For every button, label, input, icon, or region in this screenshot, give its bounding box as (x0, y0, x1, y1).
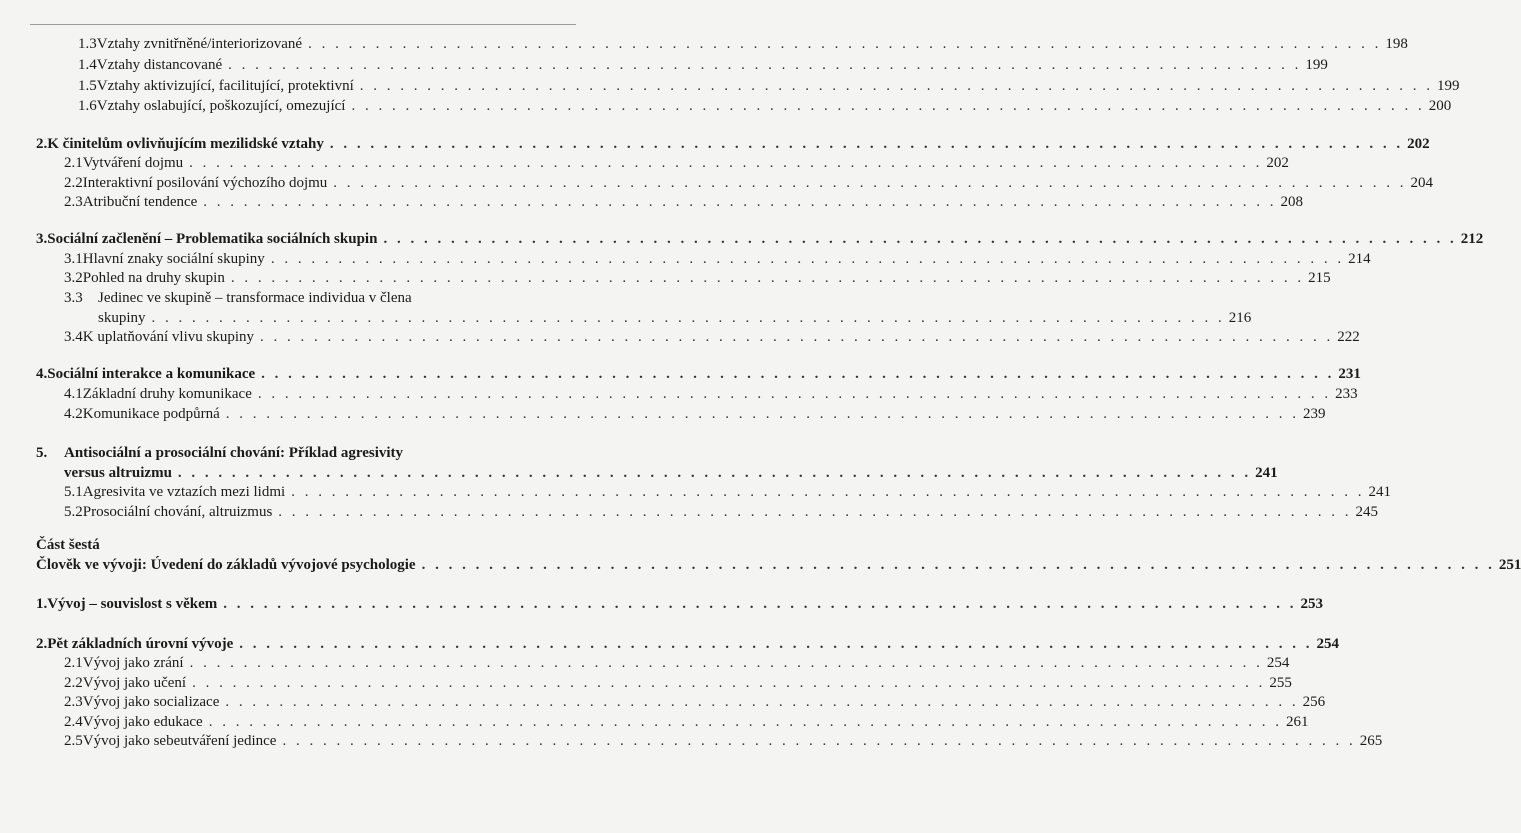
dot-leader: . . . . . . . . . . . . . . . . . . . . . . . . . . . . . . . . . . . . . . . . . . . . . . . . . . . . . . . . . . . . . . . . . . . . . . . . . . . . . . . . (359, 78, 1434, 94)
entry-page-number: 199 (1305, 57, 1328, 73)
entry-number: 1.3 (78, 36, 97, 52)
dot-leader: . . . . . . . . . . . . . . . . . . . . . . . . . . . . . . . . . . . . . . . . . . . . . . . . . . . . . . . . . . . . . . . . . . . . . . . . . . . . . . . . (333, 175, 1407, 191)
entry-number: 2.4 (64, 714, 83, 730)
entry-title: Vztahy oslabující, poškozující, omezující (96, 98, 346, 114)
entry-title: Atribuční tendence (82, 194, 198, 210)
entry-title: K uplatňování vlivu skupiny (82, 329, 254, 345)
toc-entry (36, 134, 1430, 154)
entry-page-number: 254 (1266, 655, 1290, 671)
entry-page-number: 251 (1498, 557, 1521, 573)
entry-number: 5.2 (64, 504, 83, 520)
toc-entry (64, 653, 1290, 673)
toc-entry (36, 364, 1361, 384)
entry-number: 4.2 (64, 406, 83, 422)
entry-number: 2. (36, 136, 48, 152)
entry-number: 4. (36, 366, 48, 382)
entry-title: Vztahy aktivizující, facilitující, protektivní (96, 78, 354, 94)
entry-title: Jedinec ve skupině – transformace individua v člena (98, 290, 412, 306)
entry-number: 5.1 (64, 484, 83, 500)
entry-page-number: 216 (1228, 310, 1252, 326)
entry-title: Vytváření dojmu (82, 155, 184, 171)
toc-entry (36, 229, 1484, 249)
toc-entry (64, 268, 1331, 288)
dot-leader: . . . . . . . . . . . . . . . . . . . . . . . . . . . . . . . . . . . . . . . . . . . . . . . . . . . . . . . . . . . . . . . . . . . . . . . . . . . . . . . . (421, 557, 1495, 573)
entry-number: 2.5 (64, 733, 83, 749)
entry-page-number: 265 (1359, 733, 1383, 749)
dot-leader: . . . . . . . . . . . . . . . . . . . . . . . . . . . . . . . . . . . . . . . . . . . . . . . . . . . . . . . . . . . . . . . . . . . . . . . . . . . . . . . . (177, 465, 1252, 481)
entry-number: 1.5 (78, 78, 97, 94)
entry-page-number: 231 (1338, 366, 1361, 382)
dot-leader: . . . . . . . . . . . . . . . . . . . . . . . . . . . . . . . . . . . . . . . . . . . . . . . . . . . . . . . . . . . . . . . . . . . . . . . . . . . . . . . . (282, 733, 1356, 749)
entry-page-number: 198 (1385, 36, 1408, 52)
dot-leader: . . . . . . . . . . . . . . . . . . . . . . . . . . . . . . . . . . . . . . . . . . . . . . . . . . . . . . . . . . . . . . . . . . . . . . . . . . . . . . . . (225, 694, 1299, 710)
entry-number: 2.1 (64, 155, 83, 171)
toc-entry (64, 731, 1383, 751)
entry-number: 2.1 (64, 655, 83, 671)
entry-page-number: 239 (1303, 406, 1326, 422)
dot-leader: . . . . . . . . . . . . . . . . . . . . . . . . . . . . . . . . . . . . . . . . . . . . . . . . . . . . . . . . . . . . . . . . . . . . . . . . . . . . . . . . (192, 675, 1266, 691)
entry-page-number: 214 (1348, 251, 1371, 267)
entry-page-number: 215 (1308, 270, 1331, 286)
entry-page-number: 256 (1302, 694, 1326, 710)
entry-title: Vývoj jako edukace (82, 714, 203, 730)
dot-leader: . . . . . . . . . . . . . . . . . . . . . . . . . . . . . . . . . . . . . . . . . . . . . . . . . . . . . . . . . . . . . . . . . . . . . . . . . . . . . . . . (239, 636, 1313, 652)
entry-page-number: 241 (1368, 484, 1391, 500)
toc-entry (64, 463, 1278, 483)
entry-page-number: 261 (1285, 714, 1309, 730)
entry-page-number: 253 (1300, 596, 1324, 612)
dot-leader: . . . . . . . . . . . . . . . . . . . . . . . . . . . . . . . . . . . . . . . . . . . . . . . . . . . . . . . . . . . . . . . . . . . . . . . . . . . . . . . . (189, 155, 1263, 171)
entry-number: 3.3 (64, 290, 83, 306)
dot-leader: . . . . . . . . . . . . . . . . . . . . . . . . . . . . . . . . . . . . . . . . . . . . . . . . . . . . . . . . . . . . . . . . . . . . . . . . . . . . . . . . (383, 231, 1457, 247)
entry-title: Agresivita ve vztazích mezi lidmi (82, 484, 286, 500)
toc-entry (64, 384, 1358, 404)
toc-entry (78, 96, 1452, 116)
entry-number: 4.1 (64, 386, 83, 402)
entry-number: 3.1 (64, 251, 83, 267)
entry-title: Vývoj jako učení (82, 675, 187, 691)
entry-number: 1.4 (78, 57, 97, 73)
dot-leader: . . . . . . . . . . . . . . . . . . . . . . . . . . . . . . . . . . . . . . . . . . . . . . . . . . . . . . . . . . . . . . . . . . . . . . . . . . . . . . . . (351, 98, 1425, 114)
toc-entry (64, 502, 1379, 522)
dot-leader: . . . . . . . . . . . . . . . . . . . . . . . . . . . . . . . . . . . . . . . . . . . . . . . . . . . . . . . . . . . . . . . . . . . . . . . . . . . . . . . . (270, 251, 1345, 267)
entry-title: Pohled na druhy skupin (82, 270, 225, 286)
dot-leader: . . . . . . . . . . . . . . . . . . . . . . . . . . . . . . . . . . . . . . . . . . . . . . . . . . . . . . . . . . . . . . . . . . . . . . . . . . . . . . . . (225, 406, 1300, 422)
entry-title: Prosociální chování, altruizmus (82, 504, 273, 520)
entry-page-number: 208 (1280, 194, 1304, 210)
entry-title: Antisociální a prosociální chování: Příklad agresivity (64, 445, 404, 461)
entry-page-number: 254 (1316, 636, 1339, 652)
entry-page-number: 245 (1355, 504, 1379, 520)
entry-number: 1.6 (78, 98, 97, 114)
entry-page-number: 200 (1428, 98, 1452, 114)
entry-title: Sociální začlenění – Problematika sociálních skupin (47, 231, 378, 247)
toc-entry (64, 173, 1434, 193)
toc-entry (64, 482, 1391, 502)
entry-number: 3.4 (64, 329, 83, 345)
toc-entry (64, 327, 1360, 347)
entry-title: versus altruizmu (64, 465, 172, 481)
dot-leader: . . . . . . . . . . . . . . . . . . . . . . . . . . . . . . . . . . . . . . . . . . . . . . . . . . . . . . . . . . . . . . . . . . . . . . . . . . . . . . . . (308, 36, 1382, 52)
entry-number: 3. (36, 231, 48, 247)
entry-number: 5. (36, 445, 48, 461)
toc-entry (64, 192, 1304, 212)
toc-entry (64, 712, 1309, 732)
entry-page-number: 255 (1269, 675, 1292, 691)
toc-entry (36, 594, 1324, 614)
entry-page-number: 212 (1460, 231, 1484, 247)
entry-number: 2.3 (64, 694, 83, 710)
toc-entry (36, 555, 1521, 575)
entry-page-number: 202 (1266, 155, 1289, 171)
entry-title: Vývoj jako socializace (82, 694, 220, 710)
entry-number: 2. (36, 636, 48, 652)
entry-title: Hlavní znaky sociální skupiny (82, 251, 265, 267)
entry-page-number: 233 (1335, 386, 1358, 402)
entry-page-number: 199 (1437, 78, 1460, 94)
entry-title: Člověk ve vývoji: Úvedení do základů vývojové psychologie (36, 557, 416, 573)
entry-title: Komunikace podpůrná (82, 406, 220, 422)
toc-entry (64, 249, 1371, 269)
dot-leader: . . . . . . . . . . . . . . . . . . . . . . . . . . . . . . . . . . . . . . . . . . . . . . . . . . . . . . . . . . . . . . . . . . . . . . . . . . . . . . . . (278, 504, 1352, 520)
entry-number: 3.2 (64, 270, 83, 286)
toc-entry (64, 673, 1292, 693)
toc-entry (78, 76, 1460, 96)
toc-entry (98, 308, 1252, 328)
entry-page-number: 241 (1255, 465, 1278, 481)
dot-leader: . . . . . . . . . . . . . . . . . . . . . . . . . . . . . . . . . . . . . . . . . . . . . . . . . . . . . . . . . . . . . . . . . . . . . . . . . . . . . . . . (257, 386, 1332, 402)
toc-entry (78, 34, 1408, 54)
toc-entry (64, 153, 1289, 173)
entry-number: 2.2 (64, 675, 83, 691)
toc-entry (78, 55, 1328, 75)
dot-leader: . . . . . . . . . . . . . . . . . . . . . . . . . . . . . . . . . . . . . . . . . . . . . . . . . . . . . . . . . . . . . . . . . . . . . . . . . . . . . . . . (228, 57, 1302, 73)
dot-leader: . . . . . . . . . . . . . . . . . . . . . . . . . . . . . . . . . . . . . . . . . . . . . . . . . . . . . . . . . . . . . . . . . . . . . . . . . . . . . . . . (230, 270, 1305, 286)
entry-title: skupiny (98, 310, 146, 326)
dot-leader: . . . . . . . . . . . . . . . . . . . . . . . . . . . . . . . . . . . . . . . . . . . . . . . . . . . . . . . . . . . . . . . . . . . . . . . . . . . . . . . . (261, 366, 1335, 382)
entry-title: K činitelům ovlivňujícím mezilidské vztahy (47, 136, 324, 152)
entry-title: Vývoj jako sebeutváření jedince (82, 733, 277, 749)
header-rule (30, 24, 576, 25)
dot-leader: . . . . . . . . . . . . . . . . . . . . . . . . . . . . . . . . . . . . . . . . . . . . . . . . . . . . . . . . . . . . . . . . . . . . . . . . . . . . . . . . (189, 655, 1263, 671)
dot-leader: . . . . . . . . . . . . . . . . . . . . . . . . . . . . . . . . . . . . . . . . . . . . . . . . . . . . . . . . . . . . . . . . . . . . . . . . . . . . . . . . (260, 329, 1334, 345)
dot-leader: . . . . . . . . . . . . . . . . . . . . . . . . . . . . . . . . . . . . . . . . . . . . . . . . . . . . . . . . . . . . . . . . . . . . . . . . . . . . . . . . (151, 310, 1225, 326)
entry-title: Vztahy distancované (96, 57, 223, 73)
entry-title: Pět základních úrovní vývoje (47, 636, 234, 652)
entry-page-number: 222 (1337, 329, 1360, 345)
dot-leader: . . . . . . . . . . . . . . . . . . . . . . . . . . . . . . . . . . . . . . . . . . . . . . . . . . . . . . . . . . . . . . . . . . . . . . . . . . . . . . . . (329, 136, 1404, 152)
dot-leader: . . . . . . . . . . . . . . . . . . . . . . . . . . . . . . . . . . . . . . . . . . . . . . . . . . . . . . . . . . . . . . . . . . . . . . . . . . . . . . . . (291, 484, 1365, 500)
entry-title: Vývoj jako zrání (82, 655, 184, 671)
entry-title: Interaktivní posilování výchozího dojmu (82, 175, 328, 191)
entry-page-number: 202 (1407, 136, 1430, 152)
entry-title: Sociální interakce a komunikace (47, 366, 256, 382)
toc-entry (64, 404, 1326, 424)
entry-title: Vývoj – souvislost s věkem (47, 596, 218, 612)
entry-title: Základní druhy komunikace (82, 386, 252, 402)
dot-leader: . . . . . . . . . . . . . . . . . . . . . . . . . . . . . . . . . . . . . . . . . . . . . . . . . . . . . . . . . . . . . . . . . . . . . . . . . . . . . . . . (203, 194, 1277, 210)
dot-leader: . . . . . . . . . . . . . . . . . . . . . . . . . . . . . . . . . . . . . . . . . . . . . . . . . . . . . . . . . . . . . . . . . . . . . . . . . . . . . . . . (223, 596, 1297, 612)
entry-number: 1. (36, 596, 48, 612)
dot-leader: . . . . . . . . . . . . . . . . . . . . . . . . . . . . . . . . . . . . . . . . . . . . . . . . . . . . . . . . . . . . . . . . . . . . . . . . . . . . . . . . (208, 714, 1282, 730)
entry-number: 2.2 (64, 175, 83, 191)
toc-entry (64, 692, 1326, 712)
entry-number: 2.3 (64, 194, 83, 210)
entry-title: Část šestá (36, 537, 100, 553)
entry-page-number: 204 (1410, 175, 1434, 191)
entry-title: Vztahy zvnitřněné/interiorizované (96, 36, 303, 52)
toc-entry (36, 634, 1339, 654)
